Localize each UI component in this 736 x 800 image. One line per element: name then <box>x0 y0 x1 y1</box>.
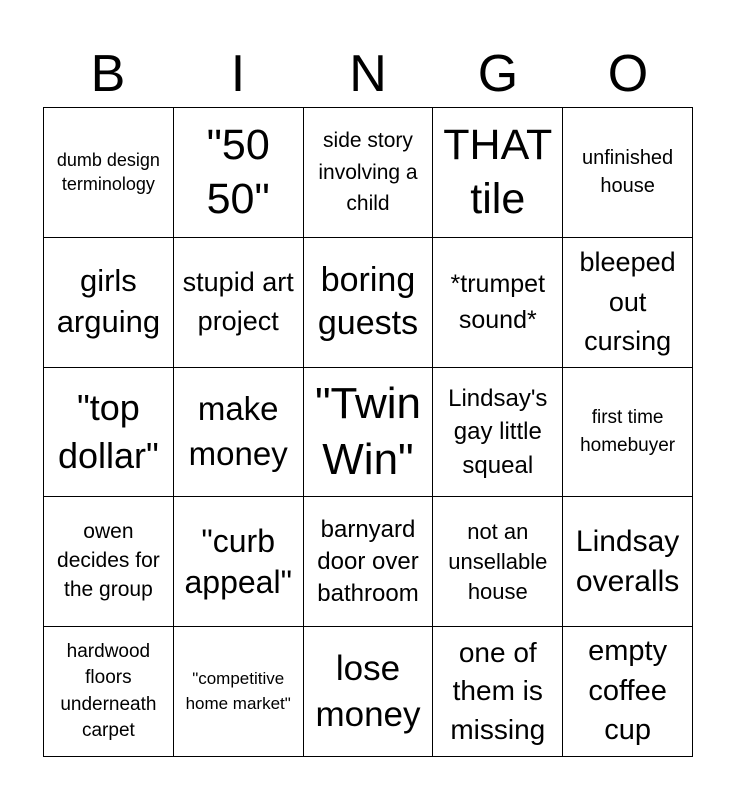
bingo-cell-text: "Twin Win" <box>314 379 422 484</box>
bingo-cell[interactable] <box>563 238 693 368</box>
bingo-cell-text: Lindsay overalls <box>575 524 680 598</box>
header-letter-o: O <box>607 45 649 103</box>
bingo-cell[interactable] <box>304 238 434 368</box>
bingo-cell[interactable] <box>174 627 304 757</box>
bingo-cell-text: bleeped out cursing <box>579 247 676 356</box>
bingo-cell-text: unfinished house <box>582 147 674 198</box>
header-letter-b: B <box>90 45 126 103</box>
bingo-cell[interactable] <box>44 108 174 238</box>
bingo-cell[interactable] <box>304 497 434 627</box>
bingo-cell-text: girls arguing <box>56 263 161 340</box>
bingo-cell[interactable] <box>304 627 434 757</box>
bingo-header <box>43 40 693 108</box>
bingo-cell-text: make money <box>188 390 288 472</box>
bingo-cell[interactable] <box>44 238 174 368</box>
bingo-cell[interactable] <box>44 627 174 757</box>
bingo-cell-text: *trumpet sound* <box>450 269 546 335</box>
bingo-cell[interactable] <box>304 368 434 498</box>
bingo-cell-text: not an unsellable house <box>448 518 548 604</box>
bingo-cell-text: "50 50" <box>206 120 270 224</box>
bingo-cell[interactable] <box>174 497 304 627</box>
bingo-cell-text: "top dollar" <box>57 387 159 476</box>
bingo-cell[interactable] <box>433 627 563 757</box>
header-letter-n: N <box>349 45 387 103</box>
bingo-cell[interactable] <box>433 108 563 238</box>
bingo-cell[interactable] <box>174 238 304 368</box>
bingo-cell-text: lose money <box>315 649 421 734</box>
bingo-cell-text: dumb design terminology <box>56 150 160 195</box>
bingo-cell[interactable] <box>304 108 434 238</box>
bingo-cell-text: side story involving a child <box>318 129 418 216</box>
header-letter-i: I <box>230 45 246 103</box>
bingo-cell-text: empty coffee cup <box>588 635 668 747</box>
header-letter-g: G <box>477 45 519 103</box>
bingo-cell[interactable] <box>44 497 174 627</box>
bingo-cell-text: hardwood floors underneath carpet <box>60 641 157 741</box>
bingo-cell-text: "competitive home market" <box>185 668 291 713</box>
bingo-cell-text: "curb appeal" <box>184 522 292 600</box>
bingo-cell-text: first time homebuyer <box>580 407 676 456</box>
bingo-cell[interactable] <box>433 497 563 627</box>
bingo-cell-text: THAT tile <box>443 120 553 224</box>
bingo-cell-text: boring guests <box>317 261 419 343</box>
bingo-cell-text: Lindsay's gay little squeal <box>448 385 548 479</box>
bingo-cell[interactable] <box>433 238 563 368</box>
bingo-cell-text: one of them is missing <box>450 636 546 745</box>
bingo-cell-text: stupid art project <box>182 267 294 337</box>
bingo-cell[interactable] <box>433 368 563 498</box>
bingo-cell[interactable] <box>174 368 304 498</box>
bingo-cell[interactable] <box>563 627 693 757</box>
bingo-cell-text: owen decides for the group <box>57 520 160 602</box>
bingo-cell[interactable] <box>174 108 304 238</box>
bingo-board <box>43 107 693 757</box>
bingo-cell-text: barnyard door over bathroom <box>317 515 419 607</box>
bingo-cell[interactable] <box>563 368 693 498</box>
bingo-cell[interactable] <box>44 368 174 498</box>
bingo-cell[interactable] <box>563 108 693 238</box>
bingo-cell[interactable] <box>563 497 693 627</box>
